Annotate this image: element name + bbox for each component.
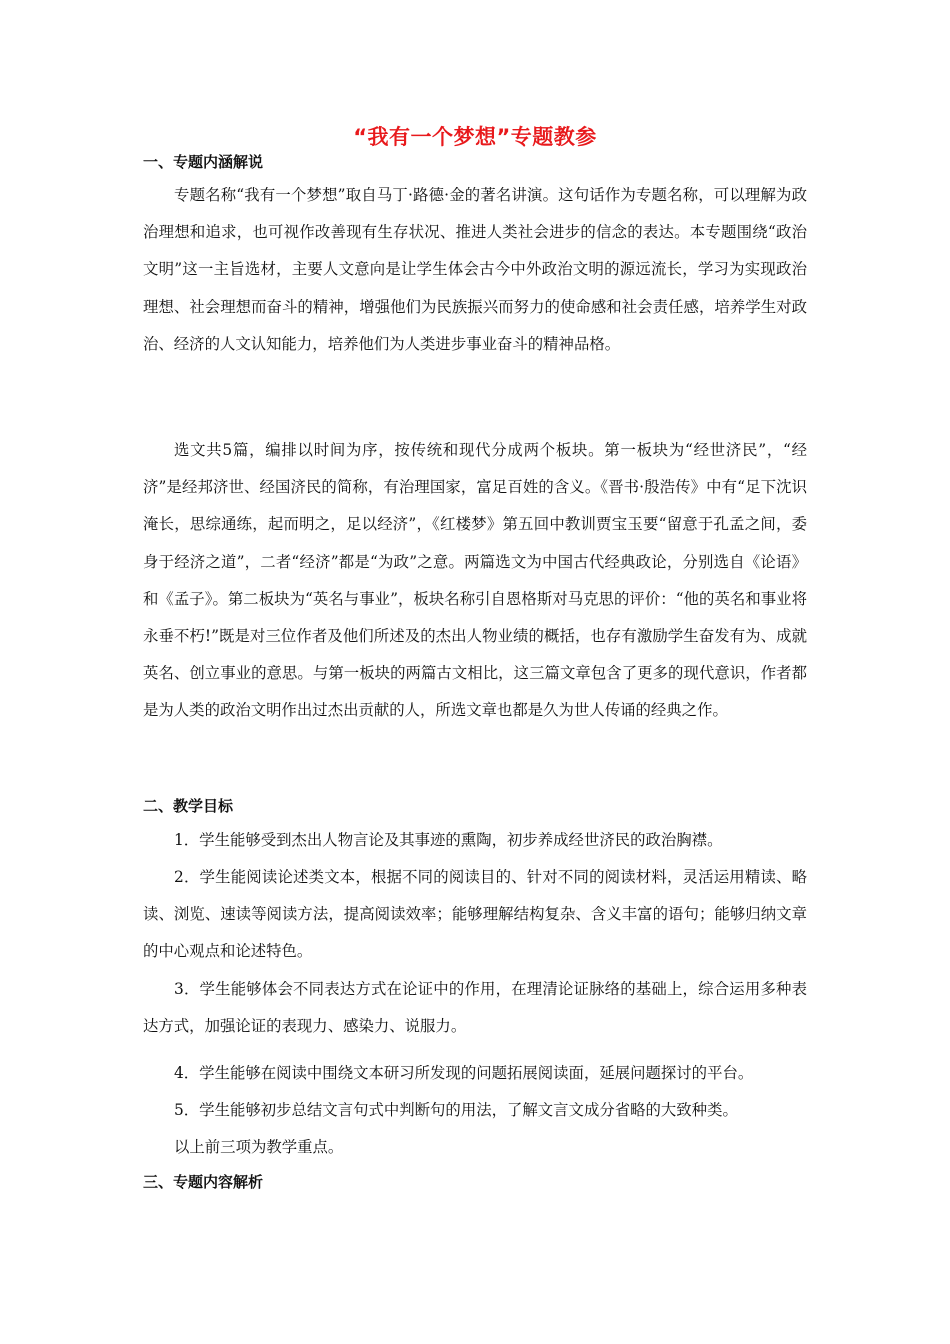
section-heading-1: 一、专题内涵解说 [143, 153, 264, 171]
objective-item-3: 3．学生能够体会不同表达方式在论证中的作用，在理清论证脉络的基础上，综合运用多种表达方式，加强论证的表现力、感染力、说服力。 [143, 980, 807, 1036]
document-title: “我有一个梦想”专题教参 [353, 125, 597, 149]
section-heading-3: 三、专题内容解析 [143, 1173, 264, 1191]
objective-item-2: 2．学生能阅读论述类文本，根据不同的阅读目的、针对不同的阅读材料，灵活运用精读、略读、浏览、速读等阅读方法，提高阅读效率；能够理解结构复杂、含义丰富的语句；能够归纳文章的中心观点和论述特色。 [143, 868, 807, 961]
section-1-paragraph-1: 专题名称“我有一个梦想”取自马丁·路德·金的著名讲演。这句话作为专题名称，可以理解为政治理想和追求，也可视作改善现有生存状况、推进人类社会进步的信念的表达。本专题围绕“政治文明”这一主旨选材，主要人文意向是让学生体会古今中外政治文明的源远流长，学习为实现政治理想、社会理想而奋斗的精神，增强他们为民族振兴而努力的使命感和社会责任感，培养学生对政治、经济的人文认知能力，培养他们为人类进步事业奋斗的精神品格。 [143, 186, 807, 353]
objective-item-5: 5．学生能够初步总结文言句式中判断句的用法，了解文言文成分省略的大致种类。 [174, 1101, 738, 1119]
objective-item-4: 4．学生能够在阅读中围绕文本研习所发现的问题拓展阅读面，延展问题探讨的平台。 [174, 1064, 754, 1082]
section-heading-2: 二、教学目标 [143, 797, 234, 815]
section-1-paragraph-2: 选文共5篇，编排以时间为序，按传统和现代分成两个板块。第一板块为“经世济民”，“经济”是经邦济世、经国济民的简称，有治理国家，富足百姓的含义。《晋书·殷浩传》中有“足下沈识淹长，思综通练，起而明之，足以经济”，《红楼梦》第五回中教训贾宝玉要“留意于孔孟之间，委身于经济之道”，二者“经济”都是“为政”之意。两篇选文为中国古代经典政论，分别选自《论语》和《孟子》。第二板块为“英名与事业”，板块名称引自恩格斯对马克思的评价：“他的英名和事业将永垂不朽!”既是对三位作者及他们所述及的杰出人物业绩的概括，也存有激励学生奋发有为、成就英名、创立事业的意思。与第一板块的两篇古文相比，这三篇文章包含了更多的现代意识，作者都是为人类的政治文明作出过杰出贡献的人，所选文章也都是久为世人传诵的经典之作。 [143, 441, 807, 720]
objective-item-1: 1．学生能够受到杰出人物言论及其事迹的熏陶，初步养成经世济民的政治胸襟。 [174, 831, 723, 849]
objective-note: 以上前三项为教学重点。 [174, 1138, 344, 1156]
